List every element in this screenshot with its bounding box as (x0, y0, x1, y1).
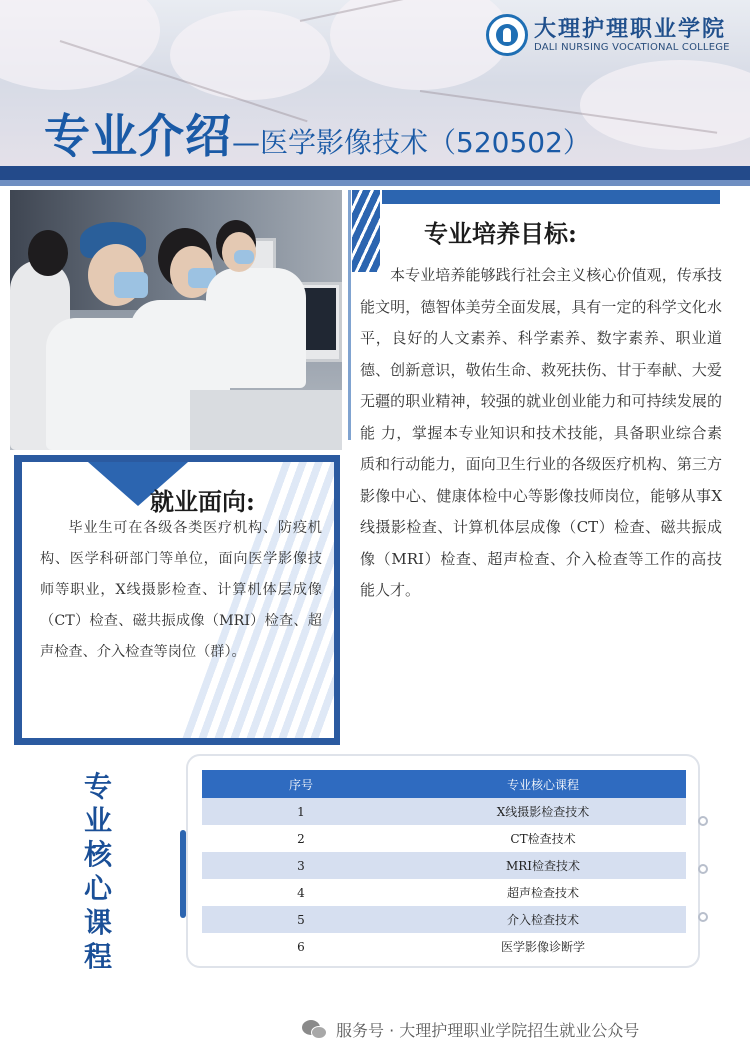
table-row (202, 852, 686, 879)
row-course: 介入检查技术 (400, 906, 686, 933)
goals-divider (348, 190, 351, 440)
row-index: 5 (202, 906, 400, 933)
page-title-main: 专业介绍 (44, 109, 232, 163)
row-index: 3 (202, 852, 400, 879)
table-row (202, 825, 686, 852)
row-index: 2 (202, 825, 400, 852)
header-banner (0, 0, 750, 185)
row-course: MRI检查技术 (400, 852, 686, 879)
goals-paragraph: 本专业培养能够践行社会主义核心价值观，传承技能文明，德智体美劳全面发展，具有一定的科学文化水平，良好的人文素养、科学素养、数字素养、职业道德、创新意识，敬佑生命、救死扶伤、甘于奉献、大爱无疆的职业精神，较强的就业创业能力和可持续发展的能 力，掌握本专业知识和技术技能，具备职业综合素质和行动能力，面向卫生行业的各级医疗机构、第三方影像中心、健康体检中心等影像技师岗位，能够从事X线摄影检查、计算机体层成像（CT）检查、磁共振成像（MRI）检查、超声检查、介入检查等工作的高技能人才。 (360, 266, 722, 599)
table-row (202, 933, 686, 960)
college-emblem-icon (486, 14, 528, 56)
row-course: 医学影像诊断学 (400, 933, 686, 960)
footer-text: 服务号 · 大理护理职业学院招生就业公众号 (336, 1021, 640, 1040)
courses-accent-bar (180, 830, 186, 918)
row-course: CT检查技术 (400, 825, 686, 852)
header-divider-light (0, 180, 750, 186)
footer-watermark (302, 1018, 639, 1041)
page-title-sub: —医学影像技术（520502） (232, 126, 591, 159)
dot-icon (698, 816, 708, 826)
row-index: 1 (202, 798, 400, 825)
row-index: 6 (202, 933, 400, 960)
logo-name-cn: 大理护理职业学院 (534, 16, 727, 42)
dot-icon (698, 912, 708, 922)
row-course: 超声检查技术 (400, 879, 686, 906)
table-header-row (202, 770, 686, 798)
goals-top-bar (382, 190, 720, 204)
table-row (202, 798, 686, 825)
header-divider-dark (0, 166, 750, 180)
row-course: X线摄影检查技术 (400, 798, 686, 825)
dot-icon (698, 864, 708, 874)
college-logo (486, 14, 730, 56)
header-index: 序号 (202, 770, 400, 798)
employment-heading: 就业面向: (150, 487, 255, 516)
core-courses-label: 专业核心课程 (83, 770, 112, 973)
employment-paragraph: 毕业生可在各级各类医疗机构、防疫机构、医学科研部门等单位，面向医学影像技师等职业，X线摄影检查、计算机体层成像（CT）检查、磁共振成像（MRI）检查、超声检查、介入检查等岗位（群）。 (40, 520, 322, 660)
goals-heading: 专业培养目标: (424, 219, 577, 248)
header-course: 专业核心课程 (400, 770, 686, 798)
table-row (202, 879, 686, 906)
row-index: 4 (202, 879, 400, 906)
logo-name-en: DALI NURSING VOCATIONAL COLLEGE (534, 42, 730, 53)
core-courses-table (202, 770, 686, 960)
wechat-icon (302, 1020, 328, 1040)
page-title (44, 100, 591, 166)
table-row (202, 906, 686, 933)
students-photo (10, 190, 342, 450)
